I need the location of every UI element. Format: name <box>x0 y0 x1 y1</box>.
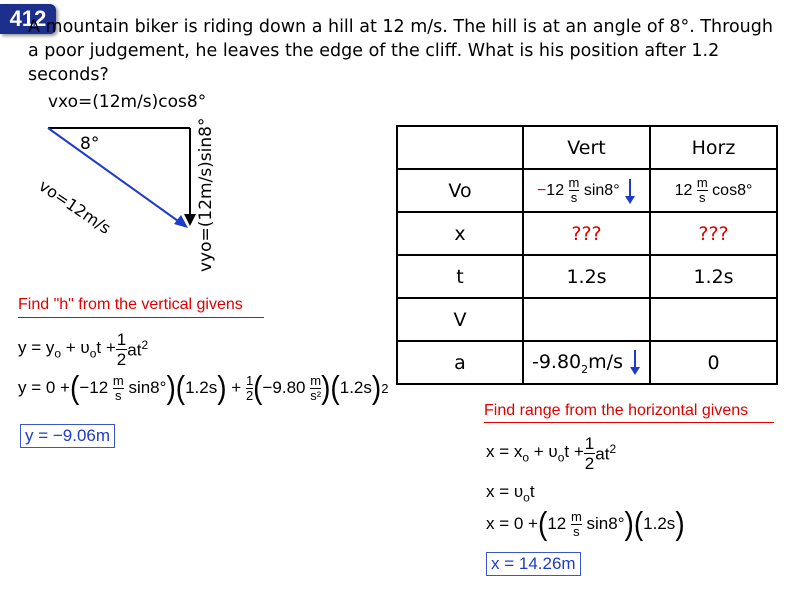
a-horz-cell: 0 <box>650 341 777 384</box>
table-row-t <box>397 255 777 298</box>
slide-number-badge: 412 <box>0 4 56 34</box>
horizontal-section-title: Find range from the horizontal givens <box>484 402 749 419</box>
a-vert-cell: $-9.80_2m/s$ <box>523 341 650 384</box>
down-arrow-icon <box>624 178 636 204</box>
horizontal-equation-3: x = 0 + ( 12 $\frac{m}{s}$ sin8° )( 1.2s ) <box>486 505 685 542</box>
row-label: t <box>397 255 523 298</box>
table-header-empty <box>397 126 523 169</box>
t-horz-cell: 1.2s <box>650 255 777 298</box>
table-row-x <box>397 212 777 255</box>
vertical-section-title: Find "h" from the vertical givens <box>18 296 243 313</box>
table-header-vert: Vert <box>523 126 650 169</box>
vo-vert-cell: −12 $\frac{m}{s}$ sin8° <box>523 169 650 212</box>
givens-table <box>396 125 778 385</box>
table-row-vo <box>397 169 777 212</box>
x-vert-cell: ??? <box>523 212 650 255</box>
table-header-horz: Horz <box>650 126 777 169</box>
vertical-equation-2: y = 0 + ( −12 $\frac{m}{s}$ sin8° )( 1.2s ) + $\frac{1}{2}$ ( −9.80 $\frac{m}{\text{s²}}$ )( 1.2s ) 2 <box>18 369 389 406</box>
problem-text: A mountain biker is riding down a hill at 12 m/s. The hill is at an angle of 8°. Through a poor judgement, he leaves the edge of the cliff. What is his position after 1.2 seconds? <box>28 17 773 85</box>
vo-label: vo=12m/s <box>35 176 115 238</box>
vertical-equation-1: $y = y_o + \upsilon_ot$ + $\frac{1}{2}$ $at^2$ <box>18 330 149 369</box>
horizontal-result: x = 14.26m <box>486 552 581 576</box>
angle-label: 8° <box>80 134 100 154</box>
row-label: a <box>397 341 523 384</box>
horizontal-equation-1: $x = x_o + \upsilon_ot$ + $\frac{1}{2}$ $at^2$ <box>486 434 617 473</box>
horizontal-title-underline <box>484 422 774 423</box>
row-label: x <box>397 212 523 255</box>
down-arrow-icon <box>629 349 641 375</box>
table-row-a <box>397 341 777 384</box>
row-label: V <box>397 298 523 341</box>
vxo-label: vxo=(12m/s)cos8° <box>48 92 207 112</box>
t-vert-cell: 1.2s <box>523 255 650 298</box>
vertical-title-underline <box>18 317 264 318</box>
horizontal-equation-2: $x = \upsilon_ot$ <box>486 482 535 505</box>
table-row-v <box>397 298 777 341</box>
velocity-triangle-diagram <box>40 120 220 240</box>
x-horz-cell: ??? <box>650 212 777 255</box>
vyo-label: vyo=(12m/s)sin8° <box>196 117 216 272</box>
vertical-result: y = −9.06m <box>20 424 115 448</box>
vo-horz-cell: 12 $\frac{m}{s}$ cos8° <box>650 169 777 212</box>
v-horz-cell <box>650 298 777 341</box>
row-label: Vo <box>397 169 523 212</box>
v-vert-cell <box>523 298 650 341</box>
